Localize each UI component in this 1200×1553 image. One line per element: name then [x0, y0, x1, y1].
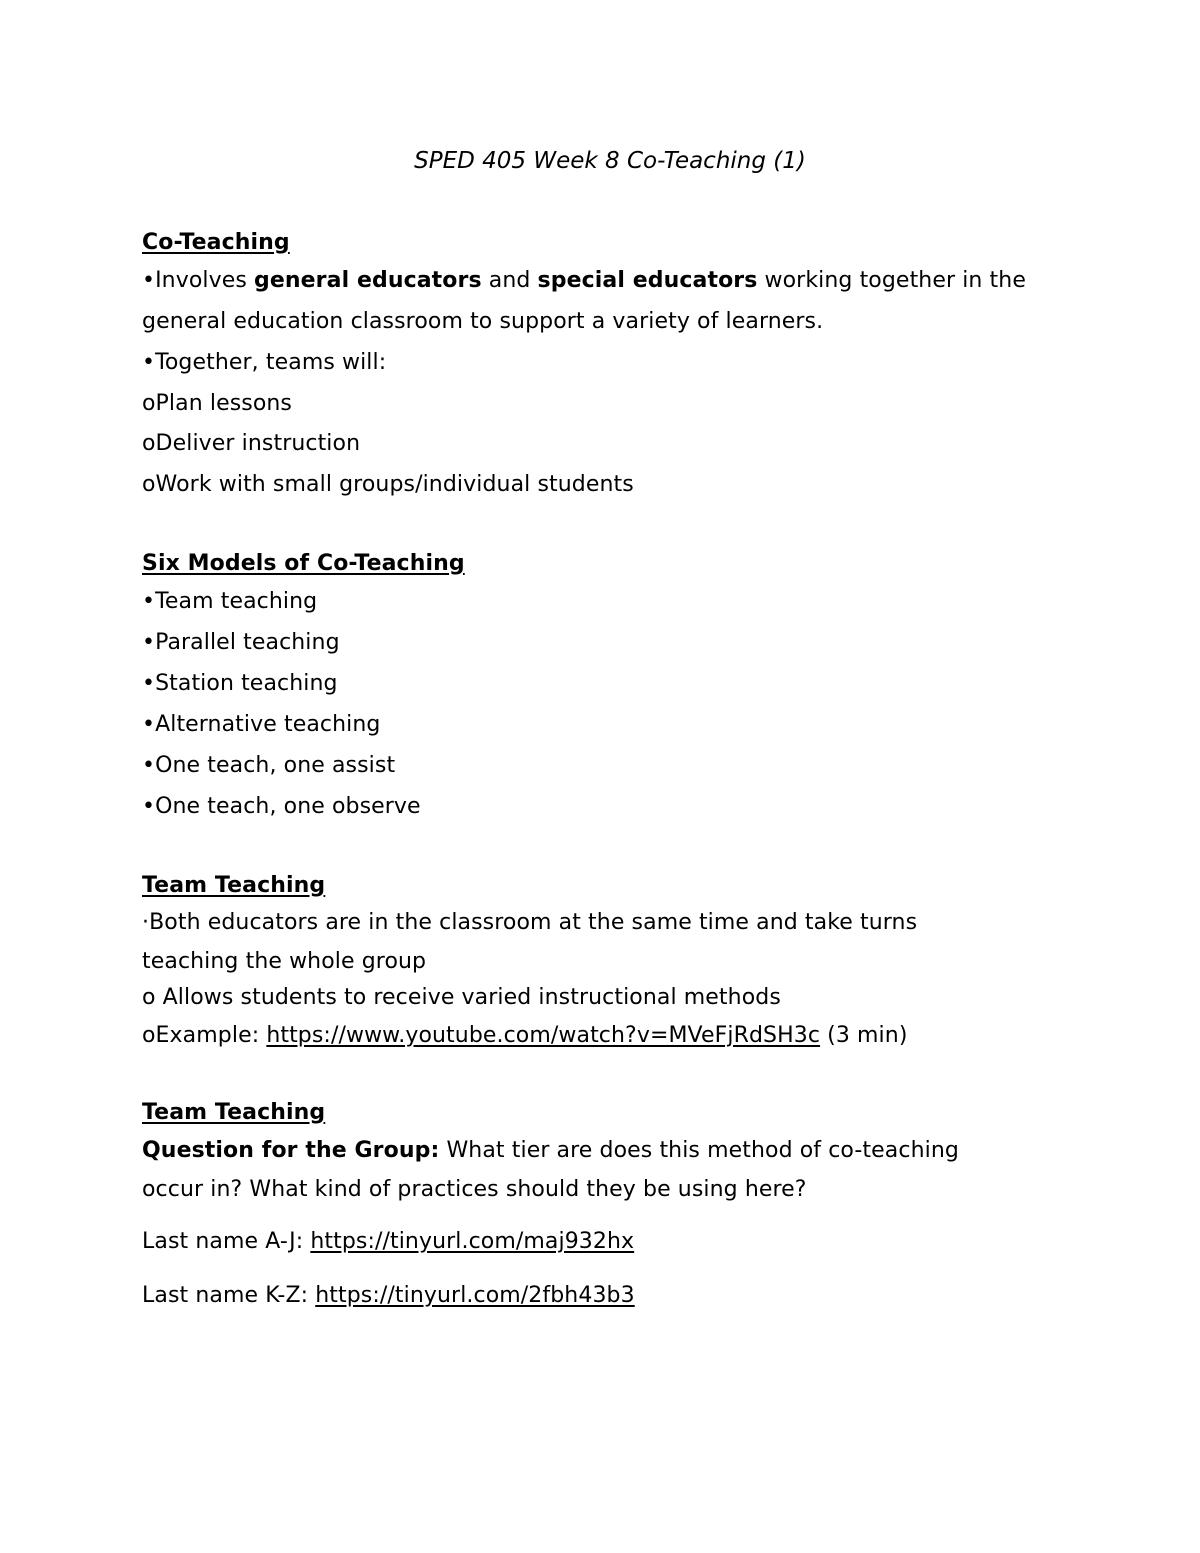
paragraph-together: •Together, teams will: — [142, 350, 387, 375]
list-item: oDeliver instruction — [142, 431, 361, 456]
list-item: •One teach, one observe — [142, 794, 421, 819]
paragraph-both-educators-line2: teaching the whole group — [142, 949, 427, 974]
bold-general-educators: general educators — [254, 268, 482, 293]
example-line — [142, 1021, 908, 1051]
bold-special-educators: special educators — [537, 268, 758, 293]
paragraph-both-educators: ·Both educators are in the classroom at the same time and take turns — [142, 910, 918, 935]
group-label-aj: Last name A-J: — [142, 1229, 311, 1254]
list-item: •Station teaching — [142, 671, 338, 696]
question-text: What tier are does this method of co-teaching — [439, 1138, 959, 1163]
section-heading-co-teaching: Co-Teaching — [142, 230, 290, 255]
example-duration: (3 min) — [820, 1023, 908, 1048]
group-label-kz: Last name K-Z: — [142, 1283, 316, 1308]
question-line2: occur in? What kind of practices should they be using here? — [142, 1177, 807, 1202]
list-item: oWork with small groups/individual students — [142, 472, 634, 497]
list-item: o Allows students to receive varied instructional methods — [142, 985, 781, 1010]
tinyurl-link-aj[interactable]: https://tinyurl.com/maj932hx — [310, 1229, 635, 1254]
text-segment: working together in the — [757, 268, 1026, 293]
section-heading-six-models: Six Models of Co-Teaching — [142, 551, 465, 576]
tinyurl-link-kz[interactable]: https://tinyurl.com/2fbh43b3 — [315, 1283, 635, 1308]
list-item: •One teach, one assist — [142, 753, 396, 778]
group-link-line-aj — [142, 1227, 634, 1257]
list-item: oPlan lessons — [142, 391, 292, 416]
document-title: SPED 405 Week 8 Co-Teaching (1) — [414, 148, 806, 174]
section-heading-team-teaching: Team Teaching — [142, 873, 326, 898]
paragraph-involves-line2: general education classroom to support a variety of learners. — [142, 309, 824, 334]
group-link-line-kz — [142, 1281, 635, 1311]
list-item: •Parallel teaching — [142, 630, 340, 655]
example-label: oExample: — [142, 1023, 267, 1048]
list-item: •Alternative teaching — [142, 712, 381, 737]
text-segment: and — [481, 268, 538, 293]
paragraph-involves — [142, 266, 1026, 296]
youtube-link[interactable]: https://www.youtube.com/watch?v=MVeFjRdSH3c — [266, 1023, 821, 1048]
question-label: Question for the Group: — [142, 1138, 440, 1163]
text-segment: •Involves — [142, 268, 255, 293]
section-heading-team-teaching-question: Team Teaching — [142, 1100, 326, 1125]
question-line — [142, 1136, 959, 1166]
list-item: •Team teaching — [142, 589, 318, 614]
